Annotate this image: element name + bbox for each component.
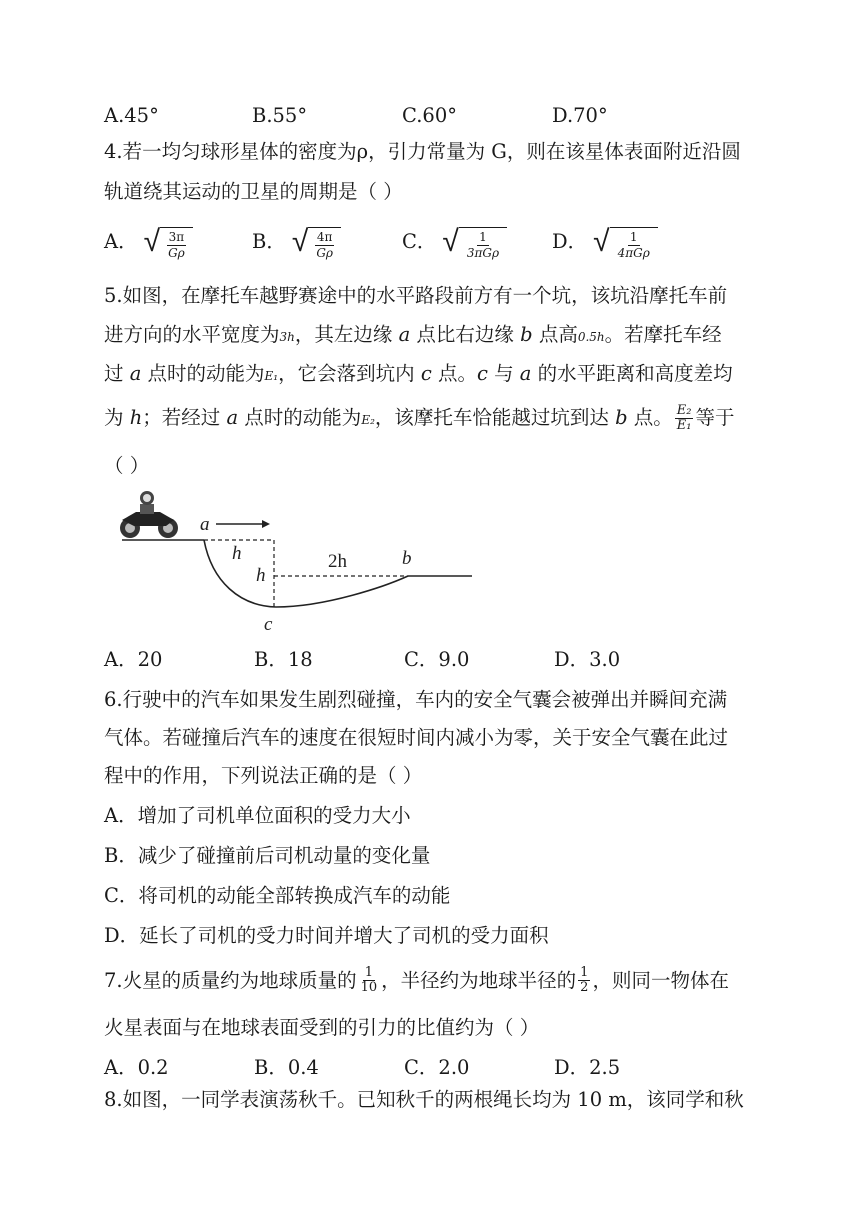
label-b: b <box>402 548 412 569</box>
q3-options <box>104 102 784 130</box>
q5-blank: （ ） <box>104 454 150 477</box>
q4-option-a: A． √ $\frac{3\pi}{G\rho}$ <box>104 222 193 262</box>
q4-options <box>104 222 784 266</box>
q3-option-c: C.60° <box>402 104 457 127</box>
radius-ratio-fraction: $\frac{1}{2}$ <box>580 965 589 995</box>
q6-option-a: A．增加了司机单位面积的受力大小 <box>104 804 411 827</box>
energy-ratio: $\frac{\text{E₂}}{\text{E₁}}$ <box>676 403 692 433</box>
q5-option-c: C．9.0 <box>404 648 470 671</box>
q5-stem-line4: 为 h；若经过 a 点时的动能为E₂，该摩托车恰能越过坑到达 b 点。 $\frac{\text{E₂}}{\text{E₁}}$ 等于 <box>104 403 735 433</box>
q7-option-b: B．0.4 <box>254 1056 319 1079</box>
q7-option-a: A．0.2 <box>104 1056 169 1079</box>
q4-stem-line2: 轨道绕其运动的卫星的周期是（ ） <box>104 180 403 203</box>
q4-option-c: C． √ $\frac{1}{\text{3πGρ}}$ <box>402 222 507 262</box>
motorcycle-icon <box>120 491 178 538</box>
q7-option-d: D．2.5 <box>554 1056 621 1079</box>
q4-stem-line1: 4.若一均匀球形星体的密度为ρ，引力常量为 G，则在该星体表面附近沿圆 <box>104 140 741 163</box>
q4-option-d: D． √ $\frac{1}{\text{4πGρ}}$ <box>552 222 658 262</box>
label-h-vertical: h <box>256 565 266 586</box>
q6-stem-line1: 6.行驶中的汽车如果发生剧烈碰撞，车内的安全气囊会被弹出并瞬间充满 <box>104 688 728 711</box>
label-2h: 2h <box>328 551 347 572</box>
label-c: c <box>264 614 273 635</box>
q3-option-d: D.70° <box>552 104 608 127</box>
q6-option-b: B．减少了碰撞前后司机动量的变化量 <box>104 844 431 867</box>
q7-options <box>104 1054 784 1082</box>
sqrt-expression: √ $\frac{4\pi}{G\rho}$ <box>292 222 341 262</box>
q6-option-d: D．延长了司机的受力时间并增大了司机的受力面积 <box>104 924 549 947</box>
q5-stem-line1: 5.如图，在摩托车越野赛途中的水平路段前方有一个坑，该坑沿摩托车前 <box>104 284 728 307</box>
q5-option-b: B．18 <box>254 648 313 671</box>
q4-option-b: B． √ $\frac{4\pi}{G\rho}$ <box>252 222 341 262</box>
label-h-horizontal: h <box>232 543 242 564</box>
q6-option-c: C．将司机的动能全部转换成汽车的动能 <box>104 884 451 907</box>
q3-option-a: A.45° <box>104 104 159 127</box>
q5-option-d: D．3.0 <box>554 648 621 671</box>
label-a: a <box>200 514 210 535</box>
q7-stem-line1: 7.火星的质量约为地球质量的 $\frac{1}{10}$ ，半径约为地球半径的 $\frac{1}{2}$ ，则同一物体在 <box>104 965 729 995</box>
q3-option-b: B.55° <box>252 104 308 127</box>
q8-stem-line1: 8.如图，一同学表演荡秋千。已知秋千的两根绳长均为 10 m，该同学和秋 <box>104 1088 744 1111</box>
q7-stem-line2: 火星表面与在地球表面受到的引力的比值约为（ ） <box>104 1016 540 1039</box>
sqrt-expression: √ $\frac{1}{\text{3πGρ}}$ <box>442 222 507 262</box>
q5-stem-line2: 进方向的水平宽度为3h，其左边缘 a 点比右边缘 b 点高0.5h。若摩托车经 <box>104 323 722 346</box>
q6-stem-line2: 气体。若碰撞后汽车的速度在很短时间内减小为零，关于安全气囊在此过 <box>104 726 729 749</box>
q6-stem-line3: 程中的作用，下列说法正确的是（ ） <box>104 764 423 787</box>
sqrt-expression: √ $\frac{1}{\text{4πGρ}}$ <box>593 222 658 262</box>
sqrt-expression: √ $\frac{3\pi}{G\rho}$ <box>144 222 193 262</box>
pit-diagram <box>116 490 496 640</box>
q7-option-c: C．2.0 <box>404 1056 470 1079</box>
q5-stem-line3: 过 a 点时的动能为E₁，它会落到坑内 c 点。c 与 a 的水平距离和高度差均 <box>104 362 733 385</box>
mass-ratio-fraction: $\frac{1}{10}$ <box>360 965 378 995</box>
q5-option-a: A．20 <box>104 648 163 671</box>
q5-options <box>104 646 784 674</box>
